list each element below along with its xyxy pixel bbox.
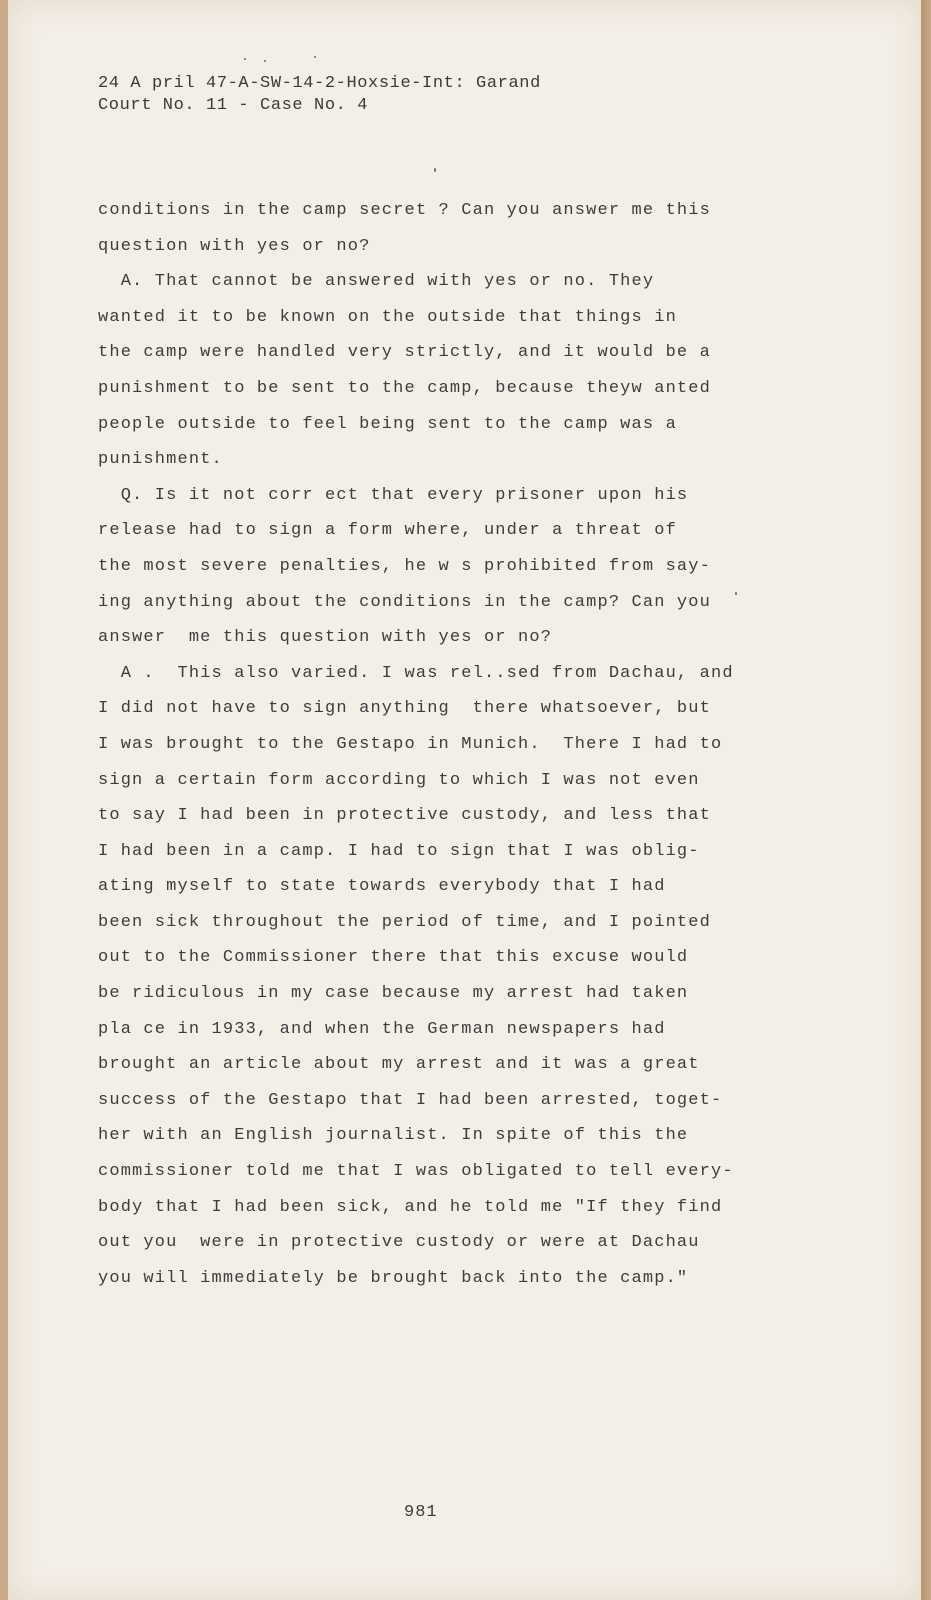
header-reference-line: 24 A pril 47-A-SW-14-2-Hoxsie-Int: Garand (98, 74, 541, 93)
paper-speck (314, 56, 316, 58)
testimony-text (98, 193, 788, 1296)
text-line: A . This also varied. I was rel..sed from Dachau, and (98, 663, 734, 683)
text-line: punishment to be sent to the camp, because theyw anted (98, 378, 711, 398)
text-line: her with an English journalist. In spite of this the (98, 1126, 689, 1146)
text-line: I did not have to sign anything there whatsoever, but (98, 699, 711, 719)
text-line: A. That cannot be answered with yes or no. They (98, 272, 655, 292)
text-line: people outside to feel being sent to the camp was a (98, 414, 677, 434)
text-line: been sick throughout the period of time, and I pointed (98, 912, 711, 932)
text-line: to say I had been in protective custody, and less that (98, 806, 711, 826)
header-court-case-line: Court No. 11 - Case No. 4 (98, 96, 369, 115)
text-line: the most severe penalties, he w s prohibited from say- (98, 556, 711, 576)
text-line: sign a certain form according to which I was not even (98, 770, 700, 790)
text-line: body that I had been sick, and he told me "If they find (98, 1197, 723, 1217)
text-line: the camp were handled very strictly, and it would be a (98, 343, 711, 363)
text-line: pla ce in 1933, and when the German newspapers had (98, 1019, 666, 1039)
text-line: answer me this question with yes or no? (98, 628, 553, 648)
text-line: punishment. (98, 450, 223, 470)
text-line: commissioner told me that I was obligated to tell every- (98, 1162, 734, 1182)
document-header (98, 73, 541, 117)
text-line: question with yes or no? (98, 236, 371, 256)
text-line: success of the Gestapo that I had been arrested, toget- (98, 1090, 723, 1110)
page-edge (921, 0, 931, 1600)
text-line: you will immediately be brought back into the camp." (98, 1268, 689, 1288)
text-line: be ridiculous in my case because my arrest had taken (98, 984, 689, 1004)
text-line: release had to sign a form where, under a threat of (98, 521, 677, 541)
text-line: out you were in protective custody or were at Dachau (98, 1233, 700, 1253)
paper-speck (264, 60, 266, 62)
document-page (8, 0, 921, 1600)
text-line: out to the Commissioner there that this excuse would (98, 948, 689, 968)
text-line: I was brought to the Gestapo in Munich. There I had to (98, 734, 723, 754)
paper-speck (244, 58, 246, 60)
text-line: I had been in a camp. I had to sign that I was oblig- (98, 841, 700, 861)
text-line: brought an article about my arrest and it was a great (98, 1055, 700, 1075)
page-number: 981 (404, 1503, 438, 1522)
text-line: wanted it to be known on the outside that things in (98, 307, 677, 327)
text-line: ing anything about the conditions in the camp? Can you (98, 592, 711, 612)
text-line: Q. Is it not corr ect that every prisoner upon his (98, 485, 689, 505)
text-line: ating myself to state towards everybody that I had (98, 877, 666, 897)
text-line: conditions in the camp secret ? Can you answer me this (98, 201, 711, 220)
paper-speck (434, 168, 436, 172)
